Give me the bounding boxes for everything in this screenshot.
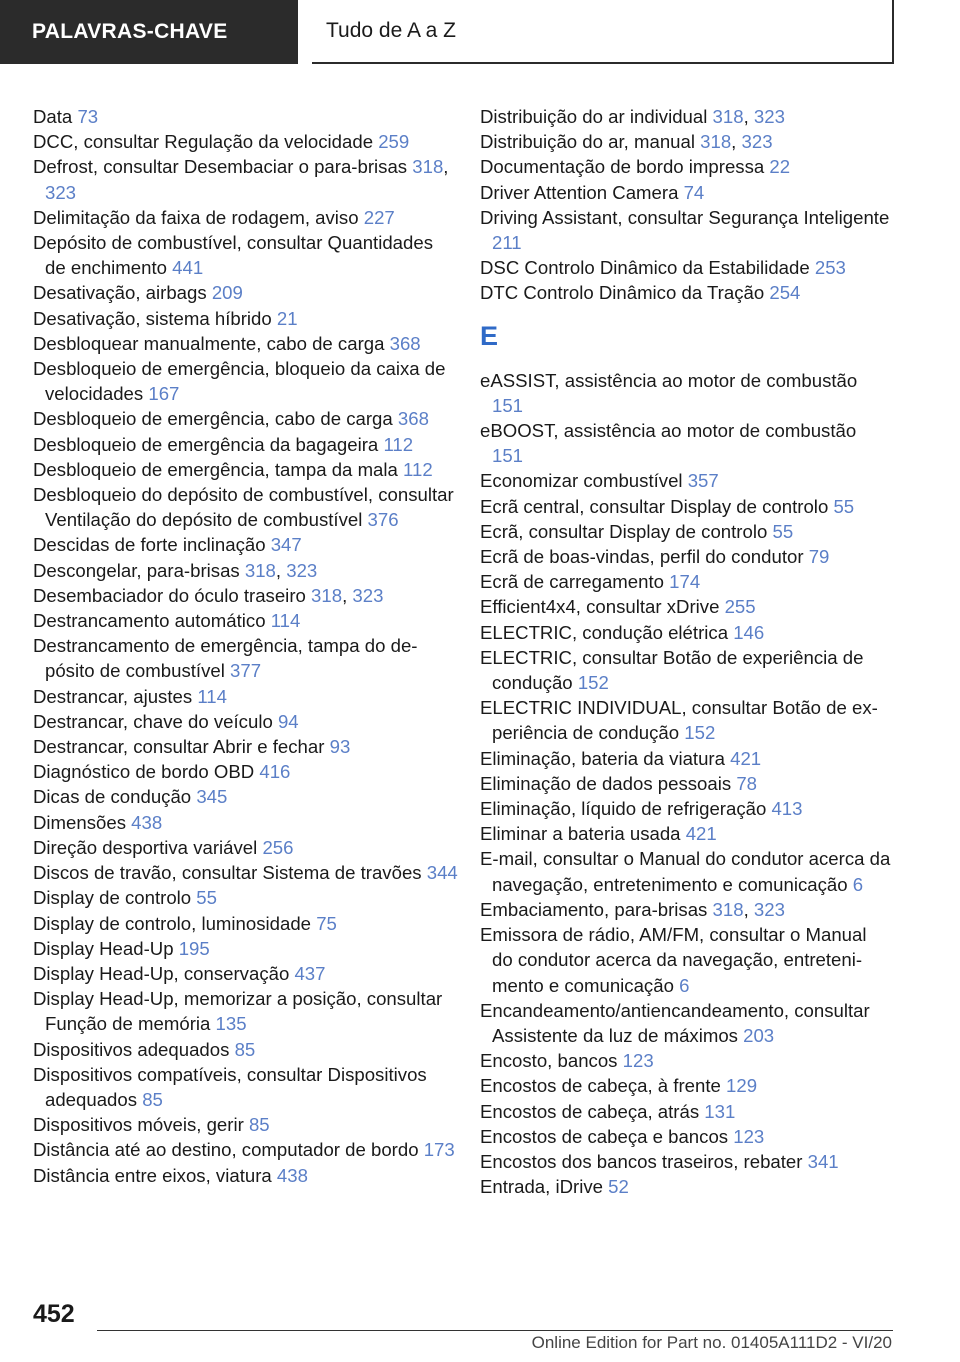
entry-term: DCC, consultar Regulação da velocidade [33, 131, 379, 153]
index-entry [33, 784, 458, 809]
entry-term: Documentação de bordo impressa [480, 156, 770, 178]
index-entry [480, 104, 892, 129]
index-entry [33, 1062, 458, 1112]
index-entry [33, 558, 458, 583]
entry-term: Driver Attention Camera [480, 181, 684, 203]
entry-term: Data [33, 106, 78, 127]
page-link[interactable]: 441 [172, 257, 204, 279]
page-link[interactable]: 255 [724, 596, 756, 618]
index-entry [33, 432, 458, 457]
entry-term: Destrancamento de emergência, tampa do depósito de combustível [33, 635, 418, 682]
page-link[interactable]: 318 [712, 898, 744, 920]
index-entry [33, 961, 458, 986]
page-link[interactable]: 318 [311, 584, 343, 606]
page-number: 452 [33, 1300, 75, 1328]
entry-term: Encostos de cabeça, atrás [480, 1100, 705, 1122]
index-entry [480, 129, 892, 154]
index-entry [33, 532, 458, 557]
index-entry [480, 1048, 892, 1073]
entry-term: Destrancar, chave do veículo [33, 710, 278, 732]
entry-term: Eliminação de dados pessoais [480, 772, 737, 794]
index-entry [480, 154, 892, 179]
index-entry [33, 482, 458, 532]
entry-term: Direção desportiva variável [33, 836, 263, 858]
page-link[interactable]: 421 [730, 747, 762, 769]
page-header [0, 0, 960, 64]
index-entry [480, 897, 892, 922]
index-entry [480, 620, 892, 645]
index-entry [480, 594, 892, 619]
index-entry [480, 796, 892, 821]
entry-term: Encostos de cabeça, à frente [480, 1075, 727, 1097]
index-entry [33, 885, 458, 910]
index-entry [480, 519, 892, 544]
index-entry [33, 810, 458, 835]
entry-term: Entrada, iDrive [480, 1176, 609, 1198]
page-link[interactable]: 85 [248, 1114, 270, 1136]
index-column-left [33, 104, 458, 1188]
page-link[interactable]: 323 [753, 898, 785, 920]
entry-term: Eliminar a bateria usada [480, 823, 686, 845]
page-link[interactable]: 151 [492, 445, 524, 467]
index-entry [33, 205, 458, 230]
index-entry [33, 583, 458, 608]
page-link[interactable]: 79 [808, 546, 830, 568]
index-entry [33, 709, 458, 734]
page-link[interactable]: 55 [833, 495, 855, 517]
entry-term: Encostos dos bancos traseiros, rebater [480, 1150, 808, 1172]
index-entry [33, 608, 458, 633]
page-link[interactable]: 73 [77, 106, 99, 127]
entry-term: Encandeamento/antiencandeamento, consultar Assistente da luz de máximos [480, 999, 870, 1046]
index-entry [33, 911, 458, 936]
index-entry [33, 280, 458, 305]
page-link[interactable]: 211 [492, 232, 522, 254]
section-tab: PALAVRAS-CHAVE [0, 0, 298, 64]
entry-term: Distância entre eixos, viatura [33, 1164, 277, 1186]
entry-term: eBOOST, assistência ao motor de combustão [480, 420, 857, 442]
entry-term: ELECTRIC, consultar Botão de experiência de condução [480, 646, 864, 694]
page-link[interactable]: 55 [772, 520, 794, 542]
index-entry [480, 255, 892, 280]
entry-term: Encosto, bancos [480, 1050, 623, 1072]
page-link[interactable]: 85 [142, 1088, 163, 1110]
entry-term: Distância até ao destino, computador de bordo [33, 1139, 424, 1161]
footer-divider [97, 1330, 893, 1331]
page-link[interactable]: 123 [622, 1050, 654, 1072]
index-entry [33, 684, 458, 709]
page-link[interactable]: 318 [700, 131, 732, 153]
index-entry [480, 569, 892, 594]
entry-term: Desbloquear manualmente, cabo de carga [33, 332, 390, 354]
index-entry [480, 368, 892, 418]
page-link[interactable]: 152 [684, 722, 716, 744]
entry-term: Desembaciador do óculo traseiro [33, 584, 312, 606]
chapter-title: Tudo de A a Z [312, 0, 894, 64]
page-link[interactable]: 416 [259, 761, 291, 783]
page-link[interactable]: 368 [397, 408, 429, 430]
index-entry [480, 205, 892, 255]
page-link[interactable]: 174 [669, 571, 701, 593]
entry-term: Distribuição do ar, manual [480, 131, 701, 153]
index-entry [480, 418, 892, 468]
page-link[interactable]: 78 [736, 772, 758, 794]
page-link[interactable]: 173 [423, 1139, 455, 1161]
index-entry [480, 280, 892, 305]
index-entry [480, 695, 892, 745]
entry-term: Destrancar, ajustes [33, 685, 198, 707]
page-link[interactable]: 253 [814, 257, 846, 279]
page-link[interactable]: 413 [771, 798, 803, 820]
index-entry [480, 494, 892, 519]
entry-term: Desbloqueio do depósito de combustível, consultar Ventilação do depósito de combustível [33, 484, 454, 531]
entry-term: ELECTRIC INDIVIDUAL, consultar Botão de experiência de condução [480, 697, 878, 744]
page-link[interactable]: 152 [577, 672, 609, 694]
index-entry [33, 1037, 458, 1062]
index-entry [33, 860, 458, 885]
page-link[interactable]: 357 [687, 470, 719, 492]
page-link[interactable]: 22 [769, 156, 791, 178]
index-entry [33, 734, 458, 759]
entry-term: ELECTRIC, condução elétrica [480, 621, 734, 643]
page-link[interactable]: 6 [852, 873, 864, 895]
index-entry [480, 468, 892, 493]
entry-term: Destrancamento automático [33, 610, 271, 632]
index-entry [480, 922, 892, 998]
entry-term: Desbloqueio de emergência, bloqueio da caixa de velocidades [33, 358, 446, 405]
entry-term: Discos de travão, consultar Sistema de travões [33, 862, 427, 884]
entry-term: Desativação, sistema híbrido [33, 307, 277, 329]
entry-term: Ecrã de carregamento [480, 571, 670, 593]
entry-term: Descidas de forte inclinação [33, 534, 271, 556]
index-entry [33, 1137, 458, 1162]
index-entry [480, 1174, 892, 1199]
page-link[interactable]: 131 [704, 1100, 736, 1122]
entry-term: Display Head-Up [33, 937, 179, 959]
entry-term: Driving Assistant, consultar Segurança Inteligente [480, 206, 890, 228]
index-entry [33, 306, 458, 331]
entry-term: Defrost, consultar Desembaciar o para-brisas [33, 156, 413, 178]
index-entry [33, 759, 458, 784]
index-entry [33, 356, 458, 406]
page-link[interactable]: 323 [286, 559, 318, 581]
index-entry [33, 331, 458, 356]
page-link[interactable]: 376 [367, 509, 399, 531]
index-entry [33, 104, 458, 129]
edition-note: Online Edition for Part no. 01405A111D2 - VI/20 [531, 1333, 892, 1352]
entry-term: eASSIST, assistência ao motor de combustão [480, 369, 858, 391]
entry-term: Depósito de combustível, consultar Quantidades de enchimento [33, 232, 433, 279]
index-entry [480, 1124, 892, 1149]
page-link[interactable]: 129 [726, 1075, 758, 1097]
entry-term: Desbloqueio de emergência, tampa da mala [33, 458, 404, 480]
index-entry [480, 544, 892, 569]
index-entry [480, 998, 892, 1048]
entry-term: E-mail, consultar o Manual do condutor acerca da navegação, entretenimento e comunicação [480, 848, 891, 895]
page-separator: , [743, 106, 754, 127]
entry-term: Dicas de condução [33, 786, 197, 808]
page-link[interactable]: 85 [234, 1038, 256, 1060]
entry-term: Eliminação, bateria da viatura [480, 747, 731, 769]
index-group-e [480, 368, 892, 1200]
page-link[interactable]: 112 [383, 433, 414, 455]
entry-term: Emissora de rádio, AM/FM, consultar o Manual do condutor acerca da navegação, entretenimento e comunicação [480, 924, 867, 996]
entry-term: Display de controlo, luminosidade [33, 912, 317, 934]
page-link[interactable]: 93 [329, 736, 351, 758]
index-entry [33, 1163, 458, 1188]
entry-term: Encostos de cabeça e bancos [480, 1125, 734, 1147]
page-link[interactable]: 318 [412, 156, 444, 178]
page-separator: , [743, 898, 754, 920]
entry-term: Ecrã, consultar Display de controlo [480, 520, 773, 542]
page-link[interactable]: 52 [608, 1176, 629, 1198]
index-entry [480, 771, 892, 796]
index-entry [480, 1149, 892, 1174]
index-group-d [480, 104, 892, 306]
entry-term: Ecrã central, consultar Display de controlo [480, 495, 834, 517]
entry-term: Eliminação, líquido de refrigeração [480, 798, 772, 820]
index-entry [480, 1073, 892, 1098]
entry-term: Display de controlo [33, 887, 197, 909]
entry-term: Dispositivos adequados [33, 1038, 235, 1060]
entry-term: DSC Controlo Dinâmico da Estabilidade [480, 257, 815, 279]
index-entry [33, 835, 458, 860]
entry-term: Desbloqueio de emergência, cabo de carga [33, 408, 398, 430]
page-link[interactable]: 6 [679, 974, 690, 996]
page-link[interactable]: 151 [492, 394, 524, 416]
page-link[interactable]: 227 [363, 206, 395, 228]
entry-term: DTC Controlo Dinâmico da Tração [480, 282, 770, 304]
entry-term: Economizar combustível [480, 470, 688, 492]
index-entry [480, 746, 892, 771]
page-link[interactable]: 323 [741, 131, 773, 153]
index-entry [33, 986, 458, 1036]
page-link[interactable]: 203 [743, 1024, 775, 1046]
page-link[interactable]: 421 [685, 823, 717, 845]
entry-term: Dispositivos móveis, gerir [33, 1114, 249, 1136]
page-link[interactable]: 323 [352, 584, 384, 606]
page-link[interactable]: 341 [807, 1150, 839, 1172]
index-entry [480, 180, 892, 205]
entry-term: Desativação, airbags [33, 282, 212, 304]
page-link[interactable]: 195 [178, 937, 210, 959]
entry-term: Descongelar, para-brisas [33, 559, 245, 581]
page-link[interactable]: 167 [148, 383, 180, 405]
page-link[interactable]: 345 [196, 786, 228, 808]
entry-term: Dispositivos compatíveis, consultar Dispositivos adequados [33, 1063, 427, 1110]
page-link[interactable]: 256 [262, 836, 294, 858]
page-separator: , [443, 156, 449, 178]
entry-term: Desbloqueio de emergência da bagageira [33, 433, 384, 455]
index-entry [480, 846, 892, 896]
index-entry [33, 406, 458, 431]
page-link[interactable]: 438 [276, 1164, 308, 1186]
page-link[interactable]: 123 [733, 1125, 765, 1147]
page-separator: , [731, 131, 742, 153]
entry-term: Dimensões [33, 811, 132, 833]
page-link[interactable]: 112 [403, 458, 433, 480]
page-link[interactable]: 94 [277, 710, 299, 732]
index-entry [33, 936, 458, 961]
page-link[interactable]: 21 [276, 307, 298, 329]
page-link[interactable]: 344 [426, 862, 458, 884]
page-link[interactable]: 114 [197, 685, 227, 707]
page-link[interactable]: 254 [769, 282, 801, 304]
page-link[interactable]: 135 [215, 1013, 247, 1035]
index-entry [480, 1099, 892, 1124]
entry-term: Delimitação da faixa de rodagem, aviso [33, 206, 364, 228]
entry-term: Efficient4x4, consultar xDrive [480, 596, 725, 618]
page-link[interactable]: 75 [316, 912, 337, 934]
page-link[interactable]: 437 [294, 962, 326, 984]
page-link[interactable]: 318 [712, 106, 744, 127]
entry-term: Diagnóstico de bordo OBD [33, 761, 260, 783]
index-entry [33, 230, 458, 280]
entry-term: Embaciamento, para-brisas [480, 898, 713, 920]
page-link[interactable]: 114 [270, 610, 301, 632]
page-link[interactable]: 323 [45, 181, 77, 203]
entry-term: Ecrã de boas-vindas, perfil do condutor [480, 546, 809, 568]
page-link[interactable]: 146 [733, 621, 765, 643]
page-link[interactable]: 259 [378, 131, 410, 153]
entry-term: Display Head-Up, conservação [33, 962, 295, 984]
entry-term: Distribuição do ar individual [480, 106, 713, 127]
page-link[interactable]: 318 [244, 559, 276, 581]
page-link[interactable]: 347 [270, 534, 302, 556]
index-entry [33, 457, 458, 482]
page-link[interactable]: 209 [211, 282, 243, 304]
index-column-right [480, 104, 892, 1199]
page-link[interactable]: 74 [683, 181, 705, 203]
page-separator: , [342, 584, 353, 606]
index-entry [33, 1112, 458, 1137]
page-link[interactable]: 55 [196, 887, 217, 909]
index-entry [33, 154, 458, 204]
page-separator: , [275, 559, 287, 581]
index-entry [33, 633, 458, 683]
index-entry [480, 821, 892, 846]
page-link[interactable]: 323 [753, 106, 785, 127]
page-link[interactable]: 438 [131, 811, 163, 833]
section-letter-e: E [480, 320, 499, 351]
index-entry [480, 645, 892, 695]
index-entry [33, 129, 458, 154]
page-link[interactable]: 368 [389, 332, 421, 354]
entry-term: Display Head-Up, memorizar a posição, consultar Função de memória [33, 988, 443, 1035]
entry-term: Destrancar, consultar Abrir e fechar [33, 736, 330, 758]
page-link[interactable]: 377 [230, 660, 262, 682]
